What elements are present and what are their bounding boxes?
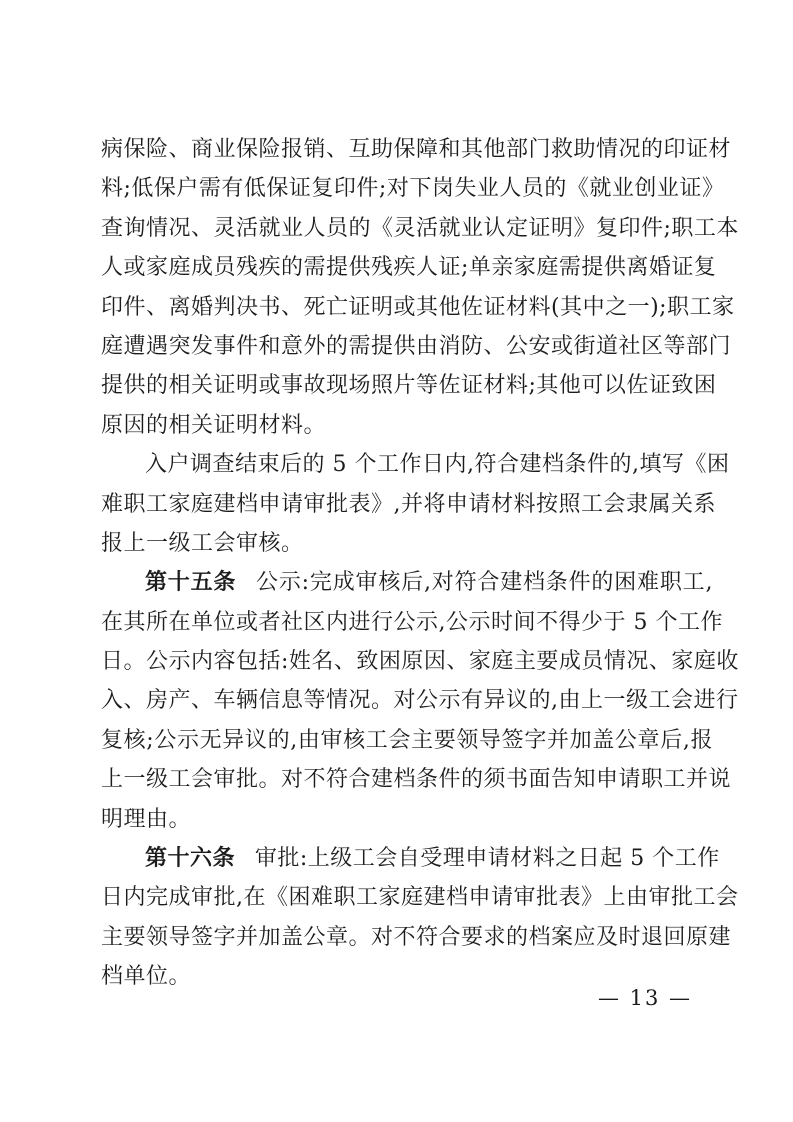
text-line xyxy=(101,248,717,287)
line-text: 料;低保户需有低保证复印件;对下岗失业人员的《就业创业证》 xyxy=(101,176,725,202)
text-line xyxy=(101,485,716,524)
line-text: 上一级工会审批。对不符合建档条件的须书面告知申请职工并说 xyxy=(101,767,732,793)
line-text: 明理由。 xyxy=(101,806,192,832)
text-line xyxy=(101,327,732,366)
document-text-block xyxy=(101,130,739,997)
line-text: 主要领导签字并加盖公章。对不符合要求的档案应及时退回原建 xyxy=(101,924,732,950)
article-16-number: 第十六条 xyxy=(145,845,236,872)
paragraph-end-line xyxy=(101,800,713,839)
line-text: 人或家庭成员残疾的需提供残疾人证;单亲家庭需提供离婚证复 xyxy=(101,255,717,281)
line-text: 原因的相关证明材料。 xyxy=(101,412,327,438)
text-line xyxy=(101,681,739,720)
paragraph-end-line xyxy=(101,406,713,445)
paragraph-start-line xyxy=(101,445,730,484)
article-15-number: 第十五条 xyxy=(145,569,237,596)
line-text: 在其所在单位或者社区内进行公示,公示时间不得少于 5 个工作 xyxy=(101,609,723,635)
text-line xyxy=(101,366,717,405)
text-line xyxy=(101,288,735,327)
text-line xyxy=(101,721,713,760)
line-text: 病保险、商业保险报销、互助保障和其他部门救助情况的印证材 xyxy=(101,137,732,162)
article-16-heading-line xyxy=(101,839,720,878)
line-text: 入户调查结束后的 5 个工作日内,符合建档条件的,填写《困 xyxy=(145,452,730,478)
text-line xyxy=(101,603,723,642)
line-text: 印件、离婚判决书、死亡证明或其他佐证材料(其中之一);职工家 xyxy=(101,294,735,320)
text-line xyxy=(101,130,732,169)
line-text: 庭遭遇突发事件和意外的需提供由消防、公安或街道社区等部门 xyxy=(101,333,732,359)
line-text: 报上一级工会审核。 xyxy=(101,530,304,556)
article-15-heading-line xyxy=(101,563,713,602)
page-number: — 13 — xyxy=(597,986,693,1010)
text-line xyxy=(101,169,725,208)
text-line xyxy=(101,642,739,681)
line-text: 日。公示内容包括:姓名、致困原因、家庭主要成员情况、家庭收 xyxy=(101,649,739,675)
line-text: 难职工家庭建档申请审批表》,并将申请材料按照工会隶属关系 xyxy=(101,491,716,517)
line-text: 公示:完成审核后,对符合建档条件的困难职工, xyxy=(256,570,713,596)
line-text: 复核;公示无异议的,由审核工会主要领导签字并加盖公章后,报 xyxy=(101,727,713,753)
line-text: 档单位。 xyxy=(101,964,192,990)
paragraph-end-line xyxy=(101,524,713,563)
line-text: 查询情况、灵活就业人员的《灵活就业认定证明》复印件;职工本 xyxy=(101,215,739,241)
text-line xyxy=(101,878,739,917)
line-text: 审批:上级工会自受理申请材料之日起 5 个工作 xyxy=(254,846,720,872)
text-line xyxy=(101,209,739,248)
text-line xyxy=(101,918,732,957)
line-text: 提供的相关证明或事故现场照片等佐证材料;其他可以佐证致困 xyxy=(101,373,717,399)
line-text: 日内完成审批,在《困难职工家庭建档申请审批表》上由审批工会 xyxy=(101,885,739,911)
text-line xyxy=(101,760,732,799)
line-text: 入、房产、车辆信息等情况。对公示有异议的,由上一级工会进行 xyxy=(101,688,739,714)
